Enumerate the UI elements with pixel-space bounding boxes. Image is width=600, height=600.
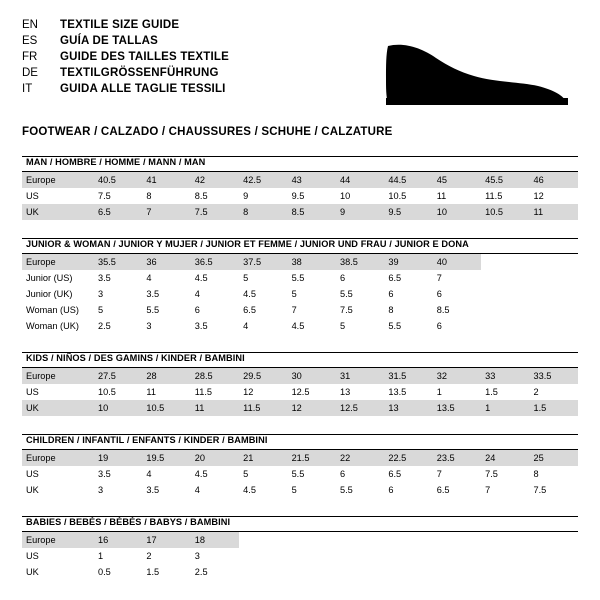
size-cell: 0.5 <box>94 564 142 580</box>
size-cell: 27.5 <box>94 368 142 384</box>
size-cell: 6 <box>336 270 384 286</box>
table-row <box>22 270 578 286</box>
size-cell: 9.5 <box>288 188 336 204</box>
row-label: Europe <box>22 532 94 548</box>
size-cell: 8 <box>142 188 190 204</box>
size-cell: 4.5 <box>191 270 239 286</box>
size-cell: 19 <box>94 450 142 466</box>
size-cell: 5 <box>239 270 287 286</box>
size-cell <box>384 532 432 548</box>
size-cell: 11 <box>191 400 239 416</box>
size-cell: 37.5 <box>239 254 287 270</box>
size-cell <box>433 564 481 580</box>
size-cell: 10 <box>433 204 481 220</box>
size-cell: 3 <box>94 286 142 302</box>
size-cell <box>530 270 578 286</box>
size-group <box>22 238 578 334</box>
size-cell: 11 <box>142 384 190 400</box>
size-cell: 11.5 <box>191 384 239 400</box>
size-cell: 16 <box>94 532 142 548</box>
size-cell: 31.5 <box>384 368 432 384</box>
size-cell: 31 <box>336 368 384 384</box>
size-group <box>22 434 578 498</box>
row-label: US <box>22 384 94 400</box>
size-cell: 10 <box>94 400 142 416</box>
size-cell: 4 <box>191 286 239 302</box>
language-title: TEXTILGRÖSSENFÜHRUNG <box>60 67 219 79</box>
size-cell: 10.5 <box>384 188 432 204</box>
size-cell: 23.5 <box>433 450 481 466</box>
table-row <box>22 384 578 400</box>
size-cell <box>288 548 336 564</box>
size-cell: 20 <box>191 450 239 466</box>
size-cell <box>481 564 529 580</box>
size-cell: 8 <box>530 466 578 482</box>
size-cell: 13 <box>336 384 384 400</box>
size-cell: 39 <box>384 254 432 270</box>
size-cell <box>481 270 529 286</box>
size-cell: 6.5 <box>384 270 432 286</box>
dress-shoe-icon <box>382 38 572 110</box>
size-cell: 17 <box>142 532 190 548</box>
table-row <box>22 302 578 318</box>
header <box>22 18 578 110</box>
size-cell: 7.5 <box>530 482 578 498</box>
row-label: UK <box>22 204 94 220</box>
size-cell <box>288 532 336 548</box>
size-cell: 42 <box>191 172 239 188</box>
size-cell <box>530 302 578 318</box>
size-cell: 12 <box>239 384 287 400</box>
size-cell: 36.5 <box>191 254 239 270</box>
size-cell: 28 <box>142 368 190 384</box>
size-cell: 7.5 <box>336 302 384 318</box>
size-cell: 33.5 <box>530 368 578 384</box>
size-cell: 8.5 <box>433 302 481 318</box>
table-row <box>22 188 578 204</box>
table-row <box>22 548 578 564</box>
size-cell: 10 <box>336 188 384 204</box>
size-cell: 1 <box>94 548 142 564</box>
table-row <box>22 254 578 270</box>
size-group-title: CHILDREN / INFANTIL / ENFANTS / KINDER / BAMBINI <box>26 435 268 445</box>
size-cell: 21.5 <box>288 450 336 466</box>
row-label: UK <box>22 564 94 580</box>
size-cell <box>336 548 384 564</box>
size-cell: 7 <box>433 466 481 482</box>
size-cell: 5.5 <box>142 302 190 318</box>
page-title: FOOTWEAR / CALZADO / CHAUSSURES / SCHUHE / CALZATURE <box>22 126 393 138</box>
size-cell: 6 <box>384 482 432 498</box>
row-label: UK <box>22 482 94 498</box>
size-cell: 4.5 <box>239 482 287 498</box>
row-label: US <box>22 188 94 204</box>
size-cell: 44.5 <box>384 172 432 188</box>
size-cell <box>530 564 578 580</box>
size-cell: 11 <box>530 204 578 220</box>
language-code: FR <box>22 51 38 63</box>
size-cell: 6 <box>433 318 481 334</box>
size-cell: 5.5 <box>288 270 336 286</box>
size-cell: 8 <box>384 302 432 318</box>
size-cell: 41 <box>142 172 190 188</box>
table-row <box>22 532 578 548</box>
table-row <box>22 286 578 302</box>
size-cell: 10.5 <box>94 384 142 400</box>
size-cell: 2 <box>142 548 190 564</box>
size-cell: 4.5 <box>191 466 239 482</box>
size-cell: 9.5 <box>384 204 432 220</box>
language-title-list <box>22 18 229 96</box>
size-cell: 6 <box>384 286 432 302</box>
size-cell: 11.5 <box>239 400 287 416</box>
row-label: UK <box>22 400 94 416</box>
size-cell: 7.5 <box>481 466 529 482</box>
language-code: ES <box>22 35 38 47</box>
row-label: Europe <box>22 172 94 188</box>
size-cell: 9 <box>336 204 384 220</box>
size-cell: 1 <box>481 400 529 416</box>
size-group-title: MAN / HOMBRE / HOMME / MANN / MAN <box>26 157 206 167</box>
size-cell: 22 <box>336 450 384 466</box>
table-row <box>22 318 578 334</box>
size-cell: 4 <box>142 270 190 286</box>
size-cell: 24 <box>481 450 529 466</box>
size-table <box>22 532 578 580</box>
size-cell: 4.5 <box>288 318 336 334</box>
size-cell <box>336 564 384 580</box>
table-row <box>22 466 578 482</box>
language-code: EN <box>22 19 38 31</box>
table-row <box>22 204 578 220</box>
size-cell: 29.5 <box>239 368 287 384</box>
row-label: Junior (UK) <box>22 286 94 302</box>
size-cell <box>433 548 481 564</box>
size-cell: 6.5 <box>239 302 287 318</box>
size-group-title: BABIES / BEBÉS / BÉBÉS / BABYS / BAMBINI <box>26 517 231 527</box>
size-cell: 46 <box>530 172 578 188</box>
size-cell: 12.5 <box>336 400 384 416</box>
size-cell <box>384 548 432 564</box>
size-cell: 32 <box>433 368 481 384</box>
size-cell: 4.5 <box>239 286 287 302</box>
size-cell: 35.5 <box>94 254 142 270</box>
size-cell: 11.5 <box>481 188 529 204</box>
size-cell <box>239 548 287 564</box>
size-group-title: JUNIOR & WOMAN / JUNIOR Y MUJER / JUNIOR ET FEMME / JUNIOR UND FRAU / JUNIOR E DONA <box>26 239 469 249</box>
size-cell: 1.5 <box>530 400 578 416</box>
size-cell <box>336 532 384 548</box>
size-cell: 8.5 <box>288 204 336 220</box>
size-cell: 13 <box>384 400 432 416</box>
size-cell: 45 <box>433 172 481 188</box>
row-label: Junior (US) <box>22 270 94 286</box>
size-group <box>22 156 578 220</box>
size-cell: 38 <box>288 254 336 270</box>
size-cell: 7 <box>481 482 529 498</box>
language-title: GUÍA DE TALLAS <box>60 35 158 47</box>
size-cell <box>530 318 578 334</box>
size-cell <box>530 286 578 302</box>
size-cell: 7 <box>142 204 190 220</box>
language-row <box>22 34 229 48</box>
size-cell: 6.5 <box>433 482 481 498</box>
size-cell: 9 <box>239 188 287 204</box>
size-cell <box>530 532 578 548</box>
size-cell: 6.5 <box>94 204 142 220</box>
row-label: Woman (UK) <box>22 318 94 334</box>
size-cell <box>288 564 336 580</box>
table-row <box>22 450 578 466</box>
size-cell: 13.5 <box>384 384 432 400</box>
size-cell <box>530 254 578 270</box>
size-cell <box>433 532 481 548</box>
table-row <box>22 564 578 580</box>
size-cell: 43 <box>288 172 336 188</box>
size-cell: 3.5 <box>94 270 142 286</box>
size-cell: 4 <box>191 482 239 498</box>
size-cell: 8 <box>239 204 287 220</box>
size-cell: 10.5 <box>142 400 190 416</box>
size-cell <box>481 302 529 318</box>
size-cell <box>481 532 529 548</box>
size-cell: 5 <box>288 482 336 498</box>
size-cell: 21 <box>239 450 287 466</box>
size-group-title: KIDS / NIÑOS / DES GAMINS / KINDER / BAMBINI <box>26 353 245 363</box>
size-cell <box>239 532 287 548</box>
size-cell: 5 <box>239 466 287 482</box>
size-cell: 2 <box>530 384 578 400</box>
size-cell: 4 <box>142 466 190 482</box>
language-row <box>22 18 229 32</box>
size-cell: 40.5 <box>94 172 142 188</box>
language-row <box>22 66 229 80</box>
size-cell: 11 <box>433 188 481 204</box>
size-cell: 5 <box>94 302 142 318</box>
size-cell: 25 <box>530 450 578 466</box>
language-row <box>22 50 229 64</box>
size-cell: 6.5 <box>384 466 432 482</box>
size-cell: 3.5 <box>142 286 190 302</box>
size-cell <box>481 286 529 302</box>
size-cell: 5 <box>288 286 336 302</box>
size-table <box>22 172 578 220</box>
table-row <box>22 368 578 384</box>
size-cell: 7.5 <box>94 188 142 204</box>
size-cell: 3.5 <box>94 466 142 482</box>
size-cell: 6 <box>336 466 384 482</box>
size-cell: 4 <box>239 318 287 334</box>
size-cell: 3 <box>191 548 239 564</box>
size-cell: 3 <box>94 482 142 498</box>
size-cell: 7 <box>433 270 481 286</box>
language-title: GUIDA ALLE TAGLIE TESSILI <box>60 83 226 95</box>
size-cell: 13.5 <box>433 400 481 416</box>
row-label: Europe <box>22 254 94 270</box>
language-title: GUIDE DES TAILLES TEXTILE <box>60 51 229 63</box>
size-cell: 45.5 <box>481 172 529 188</box>
language-title: TEXTILE SIZE GUIDE <box>60 19 180 31</box>
size-cell: 3.5 <box>191 318 239 334</box>
size-cell: 33 <box>481 368 529 384</box>
size-cell: 5.5 <box>336 286 384 302</box>
row-label: Woman (US) <box>22 302 94 318</box>
size-cell: 3.5 <box>142 482 190 498</box>
size-cell: 5.5 <box>288 466 336 482</box>
language-code: DE <box>22 67 38 79</box>
size-table <box>22 450 578 498</box>
size-cell <box>481 254 529 270</box>
size-cell: 2.5 <box>191 564 239 580</box>
row-label: US <box>22 466 94 482</box>
size-cell: 38.5 <box>336 254 384 270</box>
size-cell <box>530 548 578 564</box>
size-cell: 1.5 <box>481 384 529 400</box>
size-cell: 40 <box>433 254 481 270</box>
size-cell: 1.5 <box>142 564 190 580</box>
size-cell: 42.5 <box>239 172 287 188</box>
size-cell: 12 <box>530 188 578 204</box>
size-cell: 7 <box>288 302 336 318</box>
table-row <box>22 482 578 498</box>
language-code: IT <box>22 83 33 95</box>
size-cell: 7.5 <box>191 204 239 220</box>
size-cell: 2.5 <box>94 318 142 334</box>
size-cell: 5.5 <box>336 482 384 498</box>
size-cell <box>239 564 287 580</box>
size-cell: 12.5 <box>288 384 336 400</box>
size-cell: 8.5 <box>191 188 239 204</box>
language-row <box>22 82 229 96</box>
size-cell: 19.5 <box>142 450 190 466</box>
size-cell: 5 <box>336 318 384 334</box>
size-cell: 36 <box>142 254 190 270</box>
size-cell <box>481 318 529 334</box>
size-cell: 30 <box>288 368 336 384</box>
size-cell: 1 <box>433 384 481 400</box>
size-table <box>22 254 578 334</box>
size-cell: 6 <box>433 286 481 302</box>
size-cell: 44 <box>336 172 384 188</box>
row-label: Europe <box>22 450 94 466</box>
row-label: Europe <box>22 368 94 384</box>
size-cell: 10.5 <box>481 204 529 220</box>
size-cell: 28.5 <box>191 368 239 384</box>
size-cell: 22.5 <box>384 450 432 466</box>
table-row <box>22 172 578 188</box>
row-label: US <box>22 548 94 564</box>
size-cell <box>384 564 432 580</box>
size-table <box>22 368 578 416</box>
size-cell: 5.5 <box>384 318 432 334</box>
size-cell: 6 <box>191 302 239 318</box>
size-group <box>22 516 578 580</box>
table-row <box>22 400 578 416</box>
size-cell: 12 <box>288 400 336 416</box>
size-tables <box>22 156 578 580</box>
size-cell: 3 <box>142 318 190 334</box>
size-group <box>22 352 578 416</box>
size-cell: 18 <box>191 532 239 548</box>
size-cell <box>481 548 529 564</box>
